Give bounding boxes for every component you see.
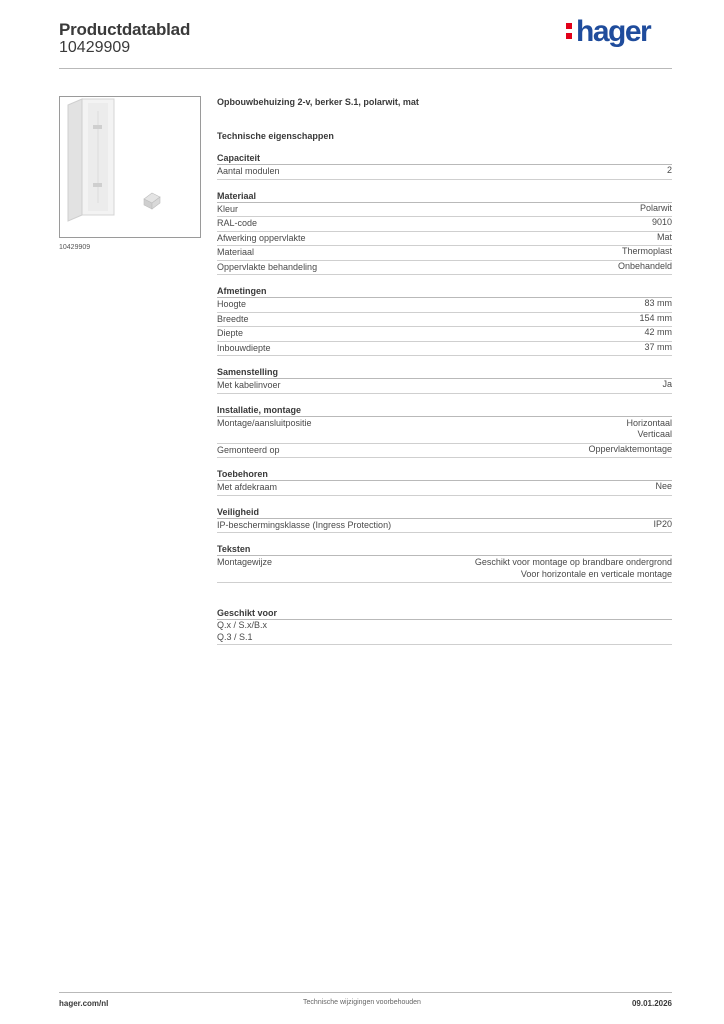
- spec-group: [217, 190, 672, 276]
- hager-logo: hager: [566, 14, 650, 50]
- spec-label: Afwerking oppervlakte: [217, 232, 306, 243]
- spec-value: [639, 313, 672, 327]
- spec-group: [217, 543, 672, 583]
- footer-divider: [59, 992, 672, 993]
- spec-value-line: 154 mm: [639, 312, 672, 323]
- spec-row: [217, 203, 672, 218]
- spec-row: [217, 298, 672, 313]
- spec-row: [217, 444, 672, 459]
- spec-value: [618, 261, 672, 275]
- spec-value: [475, 557, 672, 580]
- group-title: Afmetingen: [217, 285, 672, 298]
- spec-value: [640, 203, 672, 217]
- spec-value-line: Horizontaal: [626, 417, 672, 428]
- spec-group: [217, 152, 672, 180]
- spec-group: [217, 366, 672, 394]
- group-title: Teksten: [217, 543, 672, 556]
- spec-label: Montage/aansluitpositie: [217, 417, 312, 428]
- spec-row: [217, 261, 672, 276]
- group-title: Materiaal: [217, 190, 672, 203]
- spec-value-line: Nee: [655, 481, 672, 491]
- group-title: Samenstelling: [217, 366, 672, 379]
- suitable-list: [217, 620, 672, 645]
- spec-group: [217, 404, 672, 459]
- spec-label: Materiaal: [217, 247, 255, 257]
- suitable-item: Q.3 / S.1: [217, 631, 253, 642]
- product-code: 10429909: [59, 39, 131, 56]
- spec-value-line: 37 mm: [644, 341, 672, 352]
- spec-group: [217, 506, 672, 534]
- spec-row: [217, 232, 672, 247]
- spec-value-line: Polarwit: [639, 202, 672, 213]
- footer-date: 09.01.2026: [631, 999, 672, 1008]
- spec-value-line: Onbehandeld: [617, 260, 672, 271]
- spec-label: Oppervlakte behandeling: [217, 261, 318, 272]
- spec-value-line: Geschikt voor montage op brandbare ondergrond: [474, 557, 672, 567]
- spec-value: [644, 342, 672, 356]
- spec-value: [588, 444, 672, 458]
- spec-value: [657, 232, 672, 246]
- spec-value-line: 42 mm: [644, 327, 672, 337]
- spec-row: [217, 217, 672, 232]
- spec-value: [653, 519, 672, 533]
- product-name: Opbouwbehuizing 2-v, berker S.1, polarwit, mat: [217, 97, 419, 107]
- footer-website: hager.com/nl: [59, 999, 109, 1008]
- header-divider: [59, 68, 672, 69]
- spec-value-line: 2: [666, 165, 672, 175]
- spec-row: [217, 481, 672, 496]
- group-title: Installatie, montage: [217, 404, 672, 417]
- spec-label: Diepte: [217, 328, 244, 338]
- spec-value-line: IP20: [653, 518, 672, 529]
- spec-value-line: Voor horizontale en verticale montage: [520, 568, 672, 579]
- spec-label: Montagewijze: [217, 557, 273, 567]
- spec-value-line: 83 mm: [644, 298, 672, 308]
- group-title: Veiligheid: [217, 506, 672, 519]
- spec-value-line: Mat: [656, 231, 672, 242]
- spec-value-line: Ja: [662, 379, 672, 389]
- image-caption: 10429909: [59, 244, 91, 251]
- spec-heading: Technische eigenschappen: [217, 131, 334, 141]
- spec-label: Gemonteerd op: [217, 444, 280, 455]
- spec-value: [622, 246, 672, 260]
- spec-value: [626, 418, 672, 441]
- spec-value: [662, 379, 672, 393]
- spec-label: Inbouwdiepte: [217, 342, 271, 353]
- spec-row: [217, 327, 672, 342]
- spec-value: [644, 298, 672, 312]
- spec-row: [217, 342, 672, 357]
- spec-value-line: Verticaal: [637, 429, 672, 439]
- group-title: Toebehoren: [217, 468, 672, 481]
- spec-value-line: 9010: [651, 217, 672, 227]
- spec-row: [217, 519, 672, 534]
- spec-groups: [217, 152, 672, 583]
- spec-row: [217, 313, 672, 328]
- footer-note: Technische wijzigingen voorbehouden: [303, 999, 421, 1006]
- spec-value: [667, 165, 672, 179]
- group-title: Geschikt voor: [217, 607, 672, 620]
- spec-row: [217, 379, 672, 394]
- page-title: Productdatablad: [59, 20, 191, 39]
- spec-label: Met afdekraam: [217, 482, 278, 492]
- spec-label: Breedte: [217, 313, 249, 324]
- spec-value: [655, 481, 672, 495]
- spec-row: [217, 246, 672, 261]
- spec-group: [217, 468, 672, 496]
- suitable-item: Q.x / S.x/B.x: [217, 620, 268, 630]
- product-image: [59, 96, 201, 238]
- spec-row: [217, 165, 672, 180]
- spec-row: [217, 556, 672, 583]
- group-title: Capaciteit: [217, 152, 672, 165]
- spec-content: [217, 96, 672, 655]
- spec-value-line: Oppervlaktemontage: [588, 443, 672, 454]
- spec-group: [217, 285, 672, 356]
- spec-value-line: Thermoplast: [621, 246, 672, 256]
- suitable-group: [217, 607, 672, 645]
- spec-label: Kleur: [217, 203, 239, 214]
- spec-label: RAL-code: [217, 218, 258, 228]
- spec-label: IP-beschermingsklasse (Ingress Protection): [217, 519, 392, 530]
- spec-row: [217, 417, 672, 444]
- spec-label: Aantal modulen: [217, 166, 280, 176]
- spec-value: [644, 327, 672, 341]
- spec-label: Hoogte: [217, 299, 247, 309]
- spec-label: Met kabelinvoer: [217, 380, 281, 390]
- spec-value: [652, 217, 672, 231]
